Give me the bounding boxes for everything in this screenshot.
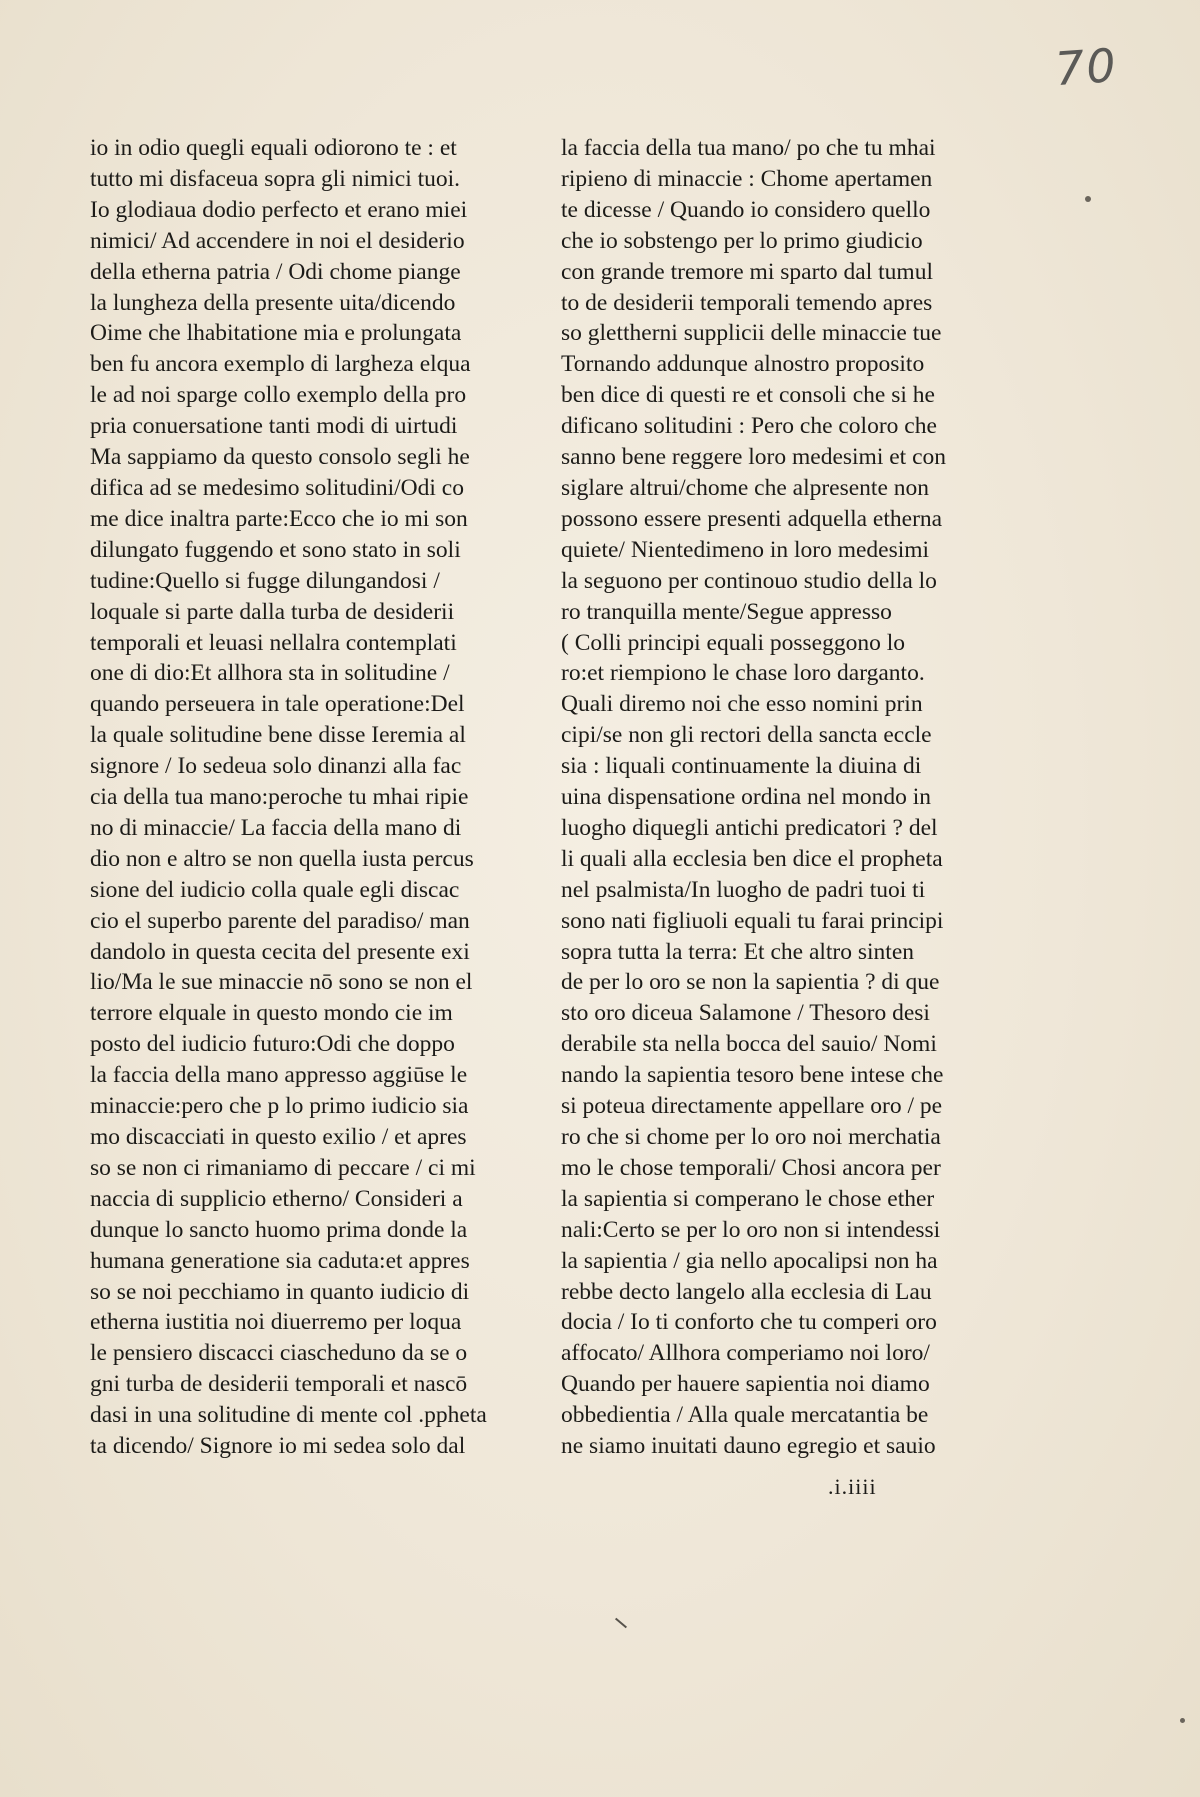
text-line: loquale si parte dalla turba de desiderii	[90, 598, 455, 625]
text-line: dandolo in questa cecita del presente exi	[90, 938, 470, 965]
text-line: so se non ci rimaniamo di peccare / ci mi	[90, 1154, 476, 1181]
text-line: to de desiderii temporali temendo apres	[561, 289, 933, 316]
text-line: dio non e altro se non quella iusta percus	[90, 845, 474, 872]
text-line: one di dio:Et allhora sta in solitudine /	[90, 660, 450, 687]
text-line: Io glodiaua dodio perfecto et erano miei	[90, 196, 468, 223]
text-line: li quali alla ecclesia ben dice el propheta	[561, 845, 943, 872]
text-line: minaccie:pero che p lo primo iudicio sia	[90, 1093, 469, 1120]
text-line: la faccia della tua mano/ po che tu mhai	[561, 135, 936, 161]
text-line: nel psalmista/In luogho de padri tuoi ti	[561, 876, 926, 903]
text-line: tutto mi disfaceua sopra gli nimici tuoi.	[90, 165, 461, 192]
text-line: lio/Ma le sue minaccie nō sono se non el	[90, 969, 473, 996]
text-line: tudine:Quello si fugge dilungandosi /	[90, 567, 440, 594]
text-line: Quali diremo noi che esso nomini prin	[561, 691, 923, 718]
text-line: Oime che lhabitatione mia e prolungata	[90, 320, 462, 347]
text-line: de per lo oro se non la sapientia ? di que	[561, 969, 940, 996]
text-line: docia / Io ti conforto che tu comperi oro	[561, 1309, 937, 1336]
ink-stroke	[615, 1618, 627, 1629]
text-line: so glettherni supplicii delle minaccie tue	[561, 320, 942, 347]
text-line: dificano solitudini : Pero che coloro che	[561, 413, 937, 440]
text-line: sia : liquali continuamente la diuina di	[561, 753, 922, 780]
text-line: dasi in una solitudine di mente col .ppheta	[90, 1402, 487, 1429]
text-line: rebbe decto langelo alla ecclesia di Lau	[561, 1278, 932, 1305]
text-line: mo discacciati in questo exilio / et apres	[90, 1124, 467, 1150]
text-line: Quando per hauere sapientia noi diamo	[561, 1371, 930, 1398]
text-line: Tornando addunque alnostro proposito	[561, 351, 925, 378]
text-line: sto oro diceua Salamone / Thesoro desi	[561, 1000, 930, 1027]
text-line: che io sobstengo per lo primo giudicio	[561, 227, 923, 254]
text-line: dunque lo sancto huomo prima donde la	[90, 1216, 468, 1243]
text-line: cia della tua mano:peroche tu mhai ripie	[90, 784, 469, 811]
text-line: Ma sappiamo da questo consolo segli he	[90, 444, 470, 471]
text-line: cipi/se non gli rectori della sancta eccle	[561, 722, 932, 749]
text-line: me dice inaltra parte:Ecco che io mi son	[90, 505, 468, 532]
left-text-column	[90, 133, 520, 1462]
text-line: la seguono per continouo studio della lo	[561, 567, 937, 594]
signature-mark: .i.iiii	[828, 1474, 877, 1499]
text-line: nimici/ Ad accendere in noi el desiderio	[90, 227, 465, 254]
text-line: si poteua directamente appellare oro / pe	[561, 1093, 943, 1120]
text-line: la quale solitudine bene disse Ieremia al	[90, 722, 466, 749]
right-text-column	[561, 133, 991, 1462]
text-line: le ad noi sparge collo exemplo della pro	[90, 382, 467, 409]
text-line: la sapientia / gia nello apocalipsi non ha	[561, 1247, 938, 1274]
text-line: gni turba de desiderii temporali et nascō	[90, 1371, 468, 1398]
text-line: signore / Io sedeua solo dinanzi alla fac	[90, 753, 462, 780]
text-line: posto del iudicio futuro:Odi che doppo	[90, 1031, 455, 1058]
ink-speck	[1085, 196, 1091, 202]
text-line: sopra tutta la terra: Et che altro sinten	[561, 938, 915, 965]
text-line: terrore elquale in questo mondo cie im	[90, 1000, 453, 1027]
text-line: la faccia della mano appresso aggiūse le	[90, 1062, 468, 1089]
text-line: te dicesse / Quando io considero quello	[561, 196, 931, 223]
text-line: la sapientia si comperano le chose ether	[561, 1185, 935, 1212]
text-line: cio el superbo parente del paradiso/ man	[90, 907, 470, 934]
text-line: temporali et leuasi nellalra contemplati	[90, 629, 457, 656]
text-line: le pensiero discacci ciascheduno da se o	[90, 1340, 468, 1367]
text-line: derabile sta nella bocca del sauio/ Nomi	[561, 1031, 937, 1058]
text-line: uina dispensatione ordina nel mondo in	[561, 784, 932, 811]
text-line: della etherna patria / Odi chome piange	[90, 258, 461, 285]
text-line: pria conuersatione tanti modi di uirtudi	[90, 413, 458, 440]
text-line: naccia di supplicio etherno/ Consideri a	[90, 1185, 463, 1212]
text-line: ben dice di questi re et consoli che si he	[561, 382, 935, 409]
text-line: nali:Certo se per lo oro non si intendessi	[561, 1216, 941, 1243]
text-line: difica ad se medesimo solitudini/Odi co	[90, 474, 464, 501]
text-line: affocato/ Allhora comperiamo noi loro/	[561, 1340, 930, 1367]
text-line: ta dicendo/ Signore io mi sedea solo dal	[90, 1433, 466, 1460]
text-line: ro tranquilla mente/Segue appresso	[561, 598, 892, 625]
text-line: la lungheza della presente uita/dicendo	[90, 289, 456, 316]
text-line: ro che si chome per lo oro noi merchatia	[561, 1124, 941, 1150]
text-line: ben fu ancora exemplo di largheza elqua	[90, 351, 471, 378]
text-line: so se noi pecchiamo in quanto iudicio di	[90, 1278, 470, 1305]
text-line: quiete/ Nientedimeno in loro medesimi	[561, 536, 930, 563]
text-line: mo le chose temporali/ Chosi ancora per	[561, 1154, 941, 1181]
text-line: ne siamo inuitati dauno egregio et sauio	[561, 1433, 936, 1460]
text-line: dilungato fuggendo et sono stato in soli	[90, 536, 461, 563]
text-line: obbedientia / Alla quale mercatantia be	[561, 1402, 929, 1429]
text-line: etherna iustitia noi diuerremo per loqua	[90, 1309, 462, 1336]
text-line: io in odio quegli equali odiorono te : et	[90, 135, 457, 161]
text-line: luogho diquegli antichi predicatori ? del	[561, 814, 938, 841]
text-line: nando la sapientia tesoro bene intese che	[561, 1062, 944, 1089]
text-line: con grande tremore mi sparto dal tumul	[561, 258, 933, 285]
text-line: quando perseuera in tale operatione:Del	[90, 691, 465, 718]
text-line: sanno bene reggere loro medesimi et con	[561, 444, 946, 471]
text-line: siglare altrui/chome che alpresente non	[561, 474, 930, 501]
text-line: possono essere presenti adquella etherna	[561, 505, 943, 532]
text-line: ro:et riempiono le chase loro darganto.	[561, 660, 925, 687]
text-line: humana generatione sia caduta:et appres	[90, 1247, 470, 1274]
text-line: ripieno di minaccie : Chome apertamen	[561, 165, 933, 192]
text-line: sono nati figliuoli equali tu farai principi	[561, 907, 944, 934]
text-line: sione del iudicio colla quale egli discac	[90, 876, 460, 903]
text-line: ( Colli principi equali posseggono lo	[561, 629, 905, 656]
folio-number-note: 70	[1053, 37, 1120, 97]
ink-speck	[1180, 1718, 1185, 1723]
text-line: no di minaccie/ La faccia della mano di	[90, 814, 462, 841]
